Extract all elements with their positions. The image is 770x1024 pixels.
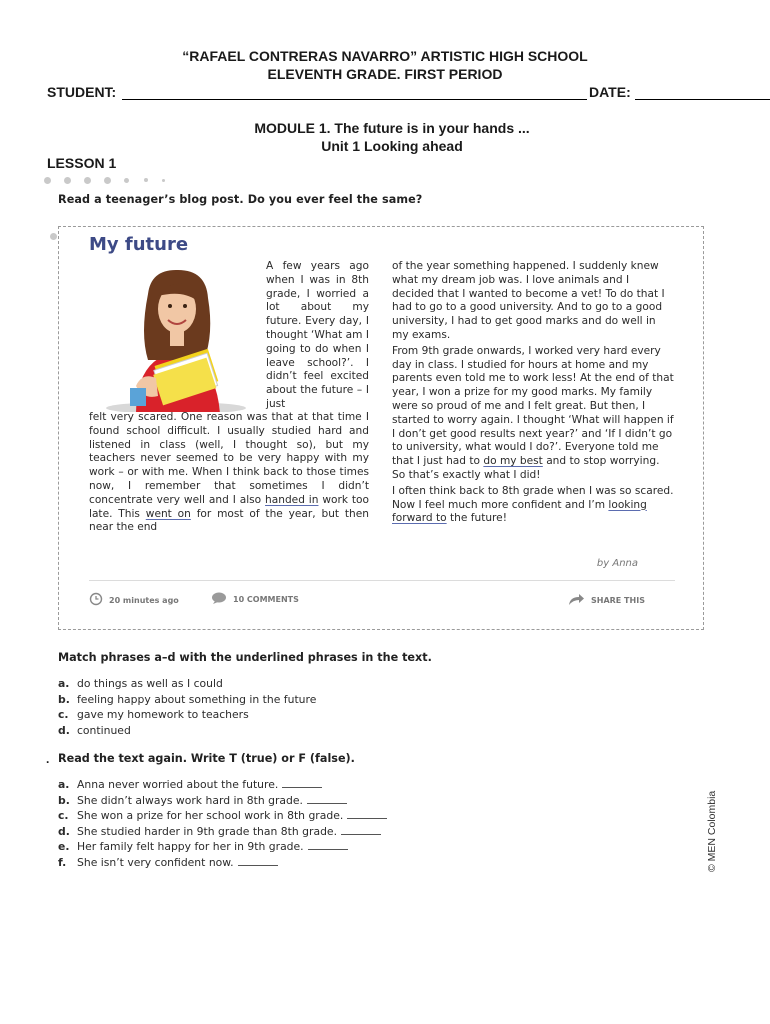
list-item: c. gave my homework to teachers [58,708,249,722]
underlined-looking-forward: looking forward to [392,498,647,525]
answer-blank[interactable] [307,795,347,804]
comments-count: 10 COMMENTS [233,594,299,604]
lesson-heading: LESSON 1 [47,155,117,171]
blog-text-narrow: A few years ago when I was in 8th grade, I worried a lot about my future. Every day, I thought ‘What am I going to do when I leave school?’. I didn’t feel excited about the future – I just [266,260,369,410]
blog-footer-divider [89,580,675,581]
list-item: e. Her family felt happy for her in 9th grade. [58,839,387,855]
list-item: d. continued [58,723,131,737]
student-name-blank[interactable] [122,99,587,100]
list-item: b. feeling happy about something in the future [58,692,317,706]
answer-blank[interactable] [308,841,348,850]
comments-link[interactable] [211,592,299,606]
share-arrow-icon [567,592,585,608]
student-date-row [47,84,722,102]
underlined-do-my-best: do my best [483,455,543,468]
blog-text-left: felt very scared. One reason was that at that time I found school difficult. I usually studied hard and listened in class (well, I thought so), but my teachers never seemed to be very happy with my work – or with me. When I think back to those times now, I remember that sometimes I didn’t concentrate very well and I also handed in work too late. This went on for most of the year, but then near the end [89,411,369,534]
exercise2-instruction: Read the text again. Write T (true) or F (false). [58,752,355,765]
list-item: a. Anna never worried about the future. [58,777,387,793]
exercise2-list [58,777,387,871]
blog-byline: by Anna [596,558,638,569]
blog-paragraph-3: I often think back to 8th grade when I was so scared. Now I feel much more confident and I’m looking forward to the future! [392,484,674,525]
date-blank[interactable] [635,99,770,100]
list-item: d. She studied harder in 9th grade than 8th grade. [58,824,387,840]
grade-period: ELEVENTH GRADE. FIRST PERIOD [267,66,503,82]
underlined-handed-in: handed in [265,493,319,506]
exercise2-marker: . [46,752,50,766]
list-item: f. She isn’t very confident now. [58,855,387,871]
answer-blank[interactable] [282,779,322,788]
teenager-photo [96,264,256,412]
blog-text-right [392,260,674,528]
school-name: “RAFAEL CONTRERAS NAVARRO” ARTISTIC HIGH SCHOOL [182,48,588,64]
blog-paragraph-2: From 9th grade onwards, I worked very hard every day in class. I studied for hours at home and my parents even told me to work less! At the end of that year, I won a prize for my good marks. My family were so proud of me and I felt great. But then, I started to worry again. I thought ‘What will happen if I don’t get good results next year?’ and ‘If I didn’t go to university, what would I do?’. Everyone told me that I just had to do my best and to stop worrying. So that’s exactly what I did! [392,344,674,481]
list-item: b. She didn’t always work hard in 8th grade. [58,793,387,809]
answer-blank[interactable] [238,857,278,866]
reading-instruction: Read a teenager’s blog post. Do you ever feel the same? [58,193,423,206]
unit-title: Unit 1 Looking ahead [321,138,463,154]
post-time-text: 20 minutes ago [109,595,179,605]
copyright-notice: © MEN Colombia [706,790,718,872]
blog-title: My future [89,234,189,255]
comment-icon [211,592,227,606]
answer-blank[interactable] [341,826,381,835]
student-label: STUDENT: [47,84,117,100]
blog-post [58,226,704,630]
blog-paragraph-1: of the year something happened. I suddenly knew what my dream job was. I love animals and I decided that I wanted to become a vet! To do that I had to go to a good university. And to go to a good university, I had to get good marks and do well in my exams. [392,260,665,341]
exercise1-list [58,676,316,738]
list-item: c. She won a prize for her school work in 8th grade. [58,808,387,824]
module-title: MODULE 1. The future is in your hands ... [254,120,530,136]
answer-blank[interactable] [347,810,387,819]
date-label: DATE: [589,84,631,100]
post-time [89,592,179,608]
underlined-went-on: went on [145,507,191,520]
exercise1-instruction: Match phrases a–d with the underlined phrases in the text. [58,651,432,664]
share-link[interactable] [567,592,645,608]
list-item: a. do things as well as I could [58,677,223,690]
clock-icon [89,592,103,608]
share-text: SHARE THIS [591,595,645,605]
